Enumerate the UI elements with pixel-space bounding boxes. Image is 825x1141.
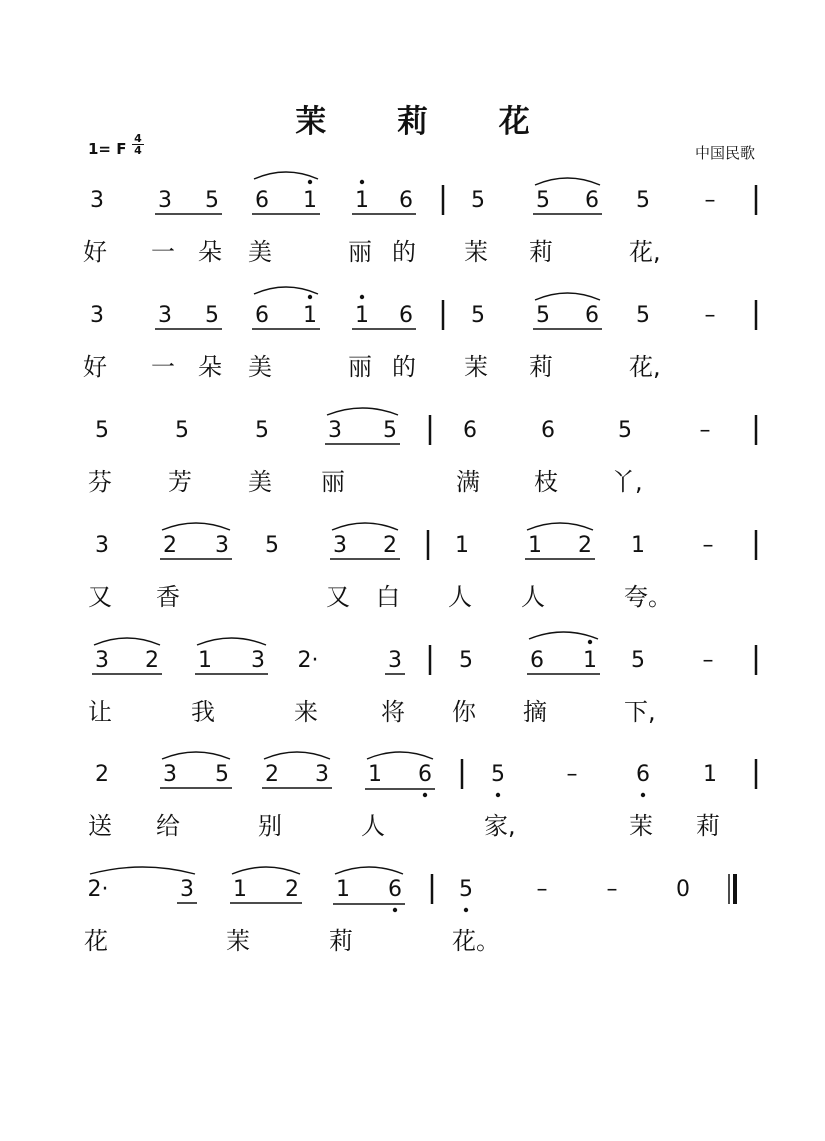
jianpu-note: 0 — [676, 877, 690, 902]
slur — [254, 172, 318, 179]
jianpu-note: 2· — [297, 648, 319, 673]
dash-note: – — [536, 877, 548, 902]
jianpu-note: 5 — [618, 418, 632, 443]
lyric-char: 茉 — [629, 812, 653, 840]
jianpu-note: 1 — [455, 533, 469, 558]
lyric-char: 枝 — [534, 468, 558, 496]
low-octave-dot — [496, 793, 500, 797]
slur — [535, 178, 600, 185]
jianpu-note: 1 — [368, 762, 382, 787]
jianpu-note: 3 — [180, 877, 194, 902]
lyric-char: 让 — [88, 698, 112, 726]
song-title: 茉 莉 花 — [295, 104, 560, 140]
slur — [162, 752, 230, 759]
jianpu-note: 5 — [491, 762, 505, 787]
lyric-char: 丫, — [611, 468, 643, 496]
slur — [254, 287, 318, 294]
jianpu-note: 3 — [158, 303, 172, 328]
lyric-char: 人 — [361, 812, 385, 840]
slur — [335, 867, 403, 874]
slur — [527, 523, 593, 530]
slur — [327, 408, 398, 415]
jianpu-note: 1 — [303, 188, 317, 213]
lyric-char: 别 — [258, 812, 282, 840]
jianpu-note: 6 — [636, 762, 650, 787]
jianpu-note: 3 — [388, 648, 402, 673]
lyric-char: 莉 — [329, 927, 353, 955]
slur — [332, 523, 398, 530]
jianpu-note: 5 — [536, 303, 550, 328]
slur — [264, 752, 330, 759]
high-octave-dot — [588, 640, 592, 644]
jianpu-note: 5 — [205, 188, 219, 213]
jianpu-note: 6 — [399, 303, 413, 328]
jianpu-note: 1 — [355, 303, 369, 328]
lyric-char: 摘 — [523, 698, 547, 726]
jianpu-note: 5 — [175, 418, 189, 443]
time-signature-bottom: 4 — [134, 144, 142, 157]
lyric-char: 朵 — [198, 353, 222, 381]
jianpu-note: 6 — [255, 188, 269, 213]
jianpu-note: 3 — [315, 762, 329, 787]
lyric-char: 丽 — [348, 353, 372, 381]
lyric-char: 的 — [392, 238, 416, 266]
jianpu-note: 1 — [303, 303, 317, 328]
dash-note: – — [702, 648, 714, 673]
lyric-char: 莉 — [696, 812, 720, 840]
high-octave-dot — [308, 180, 312, 184]
high-octave-dot — [360, 295, 364, 299]
lyric-char: 丽 — [348, 238, 372, 266]
score-row — [95, 752, 756, 797]
jianpu-note: 5 — [459, 877, 473, 902]
jianpu-note: 6 — [388, 877, 402, 902]
lyric-char: 满 — [456, 468, 480, 496]
jianpu-note: 3 — [163, 762, 177, 787]
jianpu-note: 3 — [90, 303, 104, 328]
slur — [232, 867, 300, 874]
jianpu-note: 2 — [95, 762, 109, 787]
lyric-char: 的 — [392, 353, 416, 381]
low-octave-dot — [464, 908, 468, 912]
jianpu-note: 1 — [233, 877, 247, 902]
lyric-char: 芳 — [168, 468, 192, 496]
jianpu-note: 6 — [418, 762, 432, 787]
lyric-char: 花 — [84, 927, 108, 955]
jianpu-note: 5 — [536, 188, 550, 213]
jianpu-note: 1 — [198, 648, 212, 673]
lyric-char: 又 — [326, 583, 350, 611]
lyric-char: 莉 — [529, 238, 553, 266]
jianpu-note: 6 — [585, 303, 599, 328]
time-signature-top: 4 — [132, 133, 144, 145]
jianpu-note: 5 — [636, 303, 650, 328]
lyric-char: 茉 — [464, 353, 488, 381]
jianpu-note: 5 — [215, 762, 229, 787]
lyric-char: 人 — [448, 583, 472, 611]
lyric-char: 好 — [83, 353, 107, 381]
lyric-char: 花, — [629, 238, 661, 266]
score-row — [95, 523, 756, 560]
jianpu-note: 5 — [471, 188, 485, 213]
lyric-char: 家, — [484, 812, 516, 840]
low-octave-dot — [423, 793, 427, 797]
jianpu-note: 2 — [383, 533, 397, 558]
lyric-char: 香 — [156, 583, 180, 611]
jianpu-note: 1 — [631, 533, 645, 558]
jianpu-note: 2 — [285, 877, 299, 902]
jianpu-note: 5 — [471, 303, 485, 328]
song-origin: 中国民歌 — [694, 144, 755, 162]
jianpu-note: 5 — [631, 648, 645, 673]
high-octave-dot — [360, 180, 364, 184]
lyric-char: 夸。 — [624, 583, 672, 611]
slur — [529, 632, 598, 639]
score-row — [90, 172, 756, 215]
lyric-char: 你 — [452, 698, 476, 726]
lyric-char: 一 — [151, 238, 175, 266]
jianpu-note: 1 — [703, 762, 717, 787]
jianpu-note: 6 — [255, 303, 269, 328]
jianpu-note: 1 — [355, 188, 369, 213]
jianpu-note: 5 — [636, 188, 650, 213]
high-octave-dot — [308, 295, 312, 299]
lyric-char: 美 — [248, 353, 272, 381]
lyric-char: 将 — [381, 698, 405, 726]
jianpu-note: 3 — [95, 648, 109, 673]
jianpu-note: 5 — [95, 418, 109, 443]
score-row — [88, 867, 736, 912]
lyric-char: 又 — [88, 583, 112, 611]
jianpu-note: 1 — [336, 877, 350, 902]
lyric-char: 茉 — [464, 238, 488, 266]
score-row — [90, 287, 756, 330]
jianpu-note: 2· — [87, 877, 109, 902]
lyric-char: 好 — [83, 238, 107, 266]
jianpu-note: 3 — [90, 188, 104, 213]
slur — [197, 638, 266, 645]
jianpu-note: 2 — [145, 648, 159, 673]
jianpu-note: 5 — [255, 418, 269, 443]
lyric-char: 花, — [629, 353, 661, 381]
dash-note: – — [702, 533, 714, 558]
jianpu-note: 1 — [528, 533, 542, 558]
lyric-char: 白 — [376, 583, 400, 611]
low-octave-dot — [641, 793, 645, 797]
lyric-char: 美 — [248, 468, 272, 496]
lyric-char: 下, — [624, 698, 656, 726]
lyric-char: 我 — [191, 698, 215, 726]
lyric-char: 莉 — [529, 353, 553, 381]
lyric-char: 茉 — [226, 927, 250, 955]
jianpu-note: 3 — [251, 648, 265, 673]
lyric-char: 来 — [294, 698, 318, 726]
dash-note: – — [566, 762, 578, 787]
lyric-char: 丽 — [321, 468, 345, 496]
jianpu-note: 6 — [463, 418, 477, 443]
dash-note: – — [606, 877, 618, 902]
dash-note: – — [704, 188, 716, 213]
jianpu-note: 3 — [158, 188, 172, 213]
lyric-char: 人 — [521, 583, 545, 611]
low-octave-dot — [393, 908, 397, 912]
score-row — [95, 408, 756, 445]
jianpu-note: 5 — [265, 533, 279, 558]
jianpu-note: 5 — [383, 418, 397, 443]
dash-note: – — [704, 303, 716, 328]
jianpu-note: 3 — [328, 418, 342, 443]
jianpu-note: 3 — [333, 533, 347, 558]
dash-note: – — [699, 418, 711, 443]
jianpu-note: 6 — [541, 418, 555, 443]
key-signature: 1= F — [88, 140, 127, 158]
jianpu-note: 6 — [530, 648, 544, 673]
slur — [94, 638, 160, 645]
slur — [367, 752, 433, 759]
lyric-char: 芬 — [88, 468, 112, 496]
jianpu-note: 3 — [95, 533, 109, 558]
lyric-char: 朵 — [198, 238, 222, 266]
slur — [535, 293, 600, 300]
slur — [162, 523, 230, 530]
jianpu-note: 1 — [583, 648, 597, 673]
jianpu-note: 5 — [205, 303, 219, 328]
lyric-char: 一 — [151, 353, 175, 381]
score-row — [92, 632, 756, 675]
lyric-char: 给 — [156, 812, 180, 840]
lyric-char: 花。 — [452, 927, 500, 955]
lyric-char: 美 — [248, 238, 272, 266]
jianpu-note: 2 — [578, 533, 592, 558]
lyric-char: 送 — [88, 812, 112, 840]
slur — [90, 867, 195, 874]
jianpu-note: 6 — [399, 188, 413, 213]
jianpu-note: 5 — [459, 648, 473, 673]
jianpu-note: 2 — [163, 533, 177, 558]
jianpu-note: 6 — [585, 188, 599, 213]
jianpu-note: 3 — [215, 533, 229, 558]
jianpu-note: 2 — [265, 762, 279, 787]
